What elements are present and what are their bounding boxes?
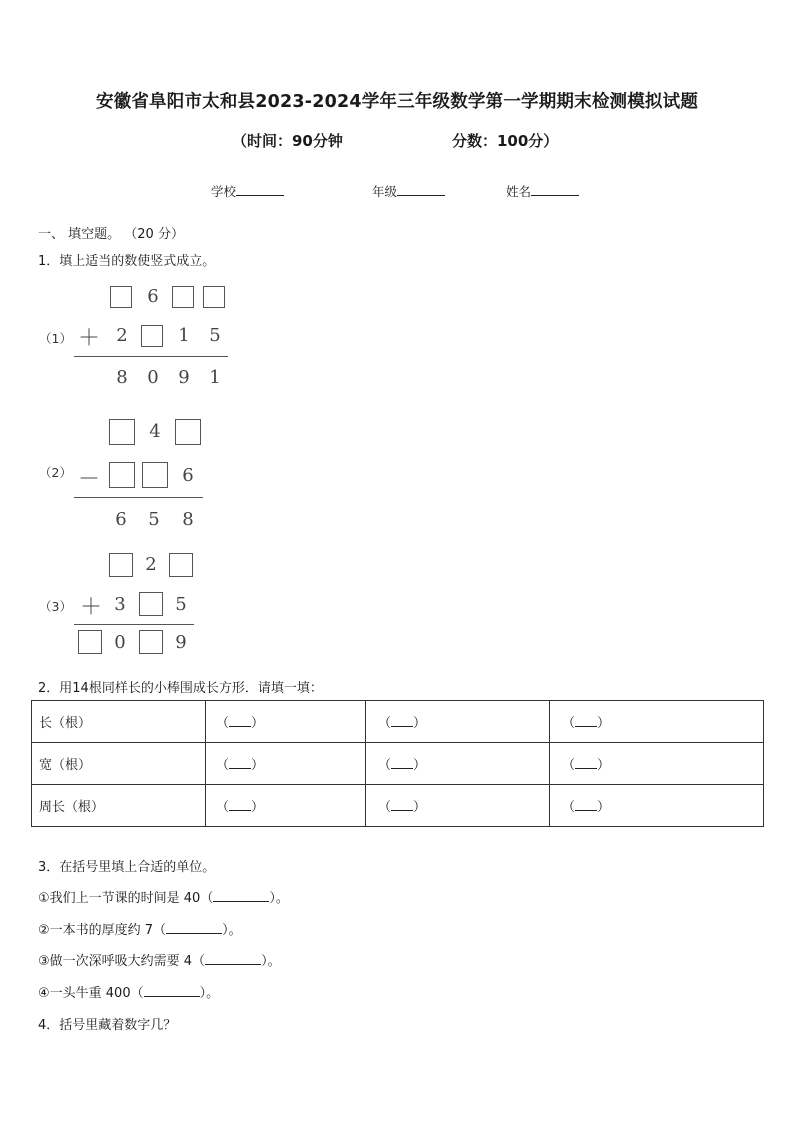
digit: 6 <box>115 509 127 530</box>
digit: 0 <box>147 367 159 388</box>
digit: 6 <box>147 286 159 307</box>
rectangle-table <box>31 700 764 827</box>
answer-cell[interactable]: （ ） <box>366 701 550 743</box>
q3-prompt: 3．在括号里填上合适的单位。 <box>38 860 216 875</box>
sum-rule <box>74 356 228 357</box>
digit: 6 <box>182 465 194 486</box>
answer-box[interactable] <box>203 286 225 308</box>
row-label-length: 长（根） <box>32 701 206 743</box>
plus-sign: ＋ <box>78 326 101 351</box>
row-label-perimeter: 周长（根） <box>32 785 206 827</box>
difference-rule <box>74 497 203 498</box>
plus-sign: ＋ <box>80 595 103 620</box>
digit: 5 <box>209 325 221 346</box>
table-row <box>32 701 764 743</box>
grade-blank[interactable] <box>397 183 445 196</box>
digit: 8 <box>116 367 128 388</box>
answer-cell[interactable]: （ ） <box>550 785 764 827</box>
answer-cell[interactable]: （ ） <box>206 785 366 827</box>
q4-prompt: 4．括号里藏着数字几？ <box>38 1018 177 1033</box>
digit: 9 <box>175 632 187 653</box>
digit: 1 <box>178 325 190 346</box>
grade-field[interactable] <box>372 182 445 200</box>
name-field[interactable] <box>506 182 579 200</box>
q3-item: ①我们上一节课的时间是 40（ ）。 <box>38 891 289 906</box>
q3-item: ④一头牛重 400（ ）。 <box>38 986 220 1001</box>
answer-cell[interactable]: （ ） <box>550 743 764 785</box>
page-title: 安徽省阜阳市太和县2023-2024学年三年级数学第一学期期末检测模拟试题 <box>95 92 699 112</box>
answer-box[interactable] <box>78 630 102 654</box>
digit: 8 <box>182 509 194 530</box>
digit: 5 <box>148 509 160 530</box>
digit: 3 <box>114 594 126 615</box>
answer-box[interactable] <box>109 419 135 445</box>
school-blank[interactable] <box>236 183 284 196</box>
digit: 0 <box>114 632 126 653</box>
sum-rule <box>74 624 194 625</box>
section-heading: 一、 填空题。 （20 分） <box>38 227 184 242</box>
answer-blank[interactable] <box>205 953 261 965</box>
answer-box[interactable] <box>172 286 194 308</box>
q1-prompt: 1．填上适当的数使竖式成立。 <box>38 254 216 269</box>
digit: 4 <box>149 421 161 442</box>
digit: 1 <box>209 367 221 388</box>
answer-cell[interactable]: （ ） <box>206 743 366 785</box>
q2-prompt: 2．用14根同样长的小棒围成长方形．请填一填： <box>38 681 323 696</box>
p3-label: （3） <box>39 599 72 614</box>
answer-box[interactable] <box>142 462 168 488</box>
exam-time: （时间：90分钟 <box>232 132 343 150</box>
answer-box[interactable] <box>109 553 133 577</box>
answer-blank[interactable] <box>166 922 222 934</box>
answer-cell[interactable]: （ ） <box>550 701 764 743</box>
school-field[interactable] <box>211 182 284 200</box>
name-blank[interactable] <box>531 183 579 196</box>
table-row <box>32 743 764 785</box>
digit: 5 <box>175 594 187 615</box>
table-row <box>32 785 764 827</box>
q3-item: ③做一次深呼吸大约需要 4（ ）。 <box>38 954 281 969</box>
p1-label: （1） <box>39 331 72 346</box>
exam-score: 分数：100分） <box>452 132 559 150</box>
answer-cell[interactable]: （ ） <box>366 743 550 785</box>
answer-blank[interactable] <box>144 985 200 997</box>
school-label: 学校 <box>211 184 237 199</box>
answer-cell[interactable]: （ ） <box>366 785 550 827</box>
row-label-width: 宽（根） <box>32 743 206 785</box>
answer-box[interactable] <box>110 286 132 308</box>
q3-item: ②一本书的厚度约 7（ ）。 <box>38 923 242 938</box>
answer-box[interactable] <box>139 592 163 616</box>
digit: 9 <box>178 367 190 388</box>
answer-box[interactable] <box>139 630 163 654</box>
p2-label: （2） <box>39 465 72 480</box>
name-label: 姓名 <box>506 184 532 199</box>
answer-box[interactable] <box>109 462 135 488</box>
answer-box[interactable] <box>175 419 201 445</box>
answer-blank[interactable] <box>213 890 269 902</box>
digit: 2 <box>116 325 128 346</box>
digit: 2 <box>145 554 157 575</box>
answer-box[interactable] <box>141 325 163 347</box>
grade-label: 年级 <box>372 184 398 199</box>
minus-sign: － <box>78 467 101 492</box>
answer-cell[interactable]: （ ） <box>206 701 366 743</box>
answer-box[interactable] <box>169 553 193 577</box>
